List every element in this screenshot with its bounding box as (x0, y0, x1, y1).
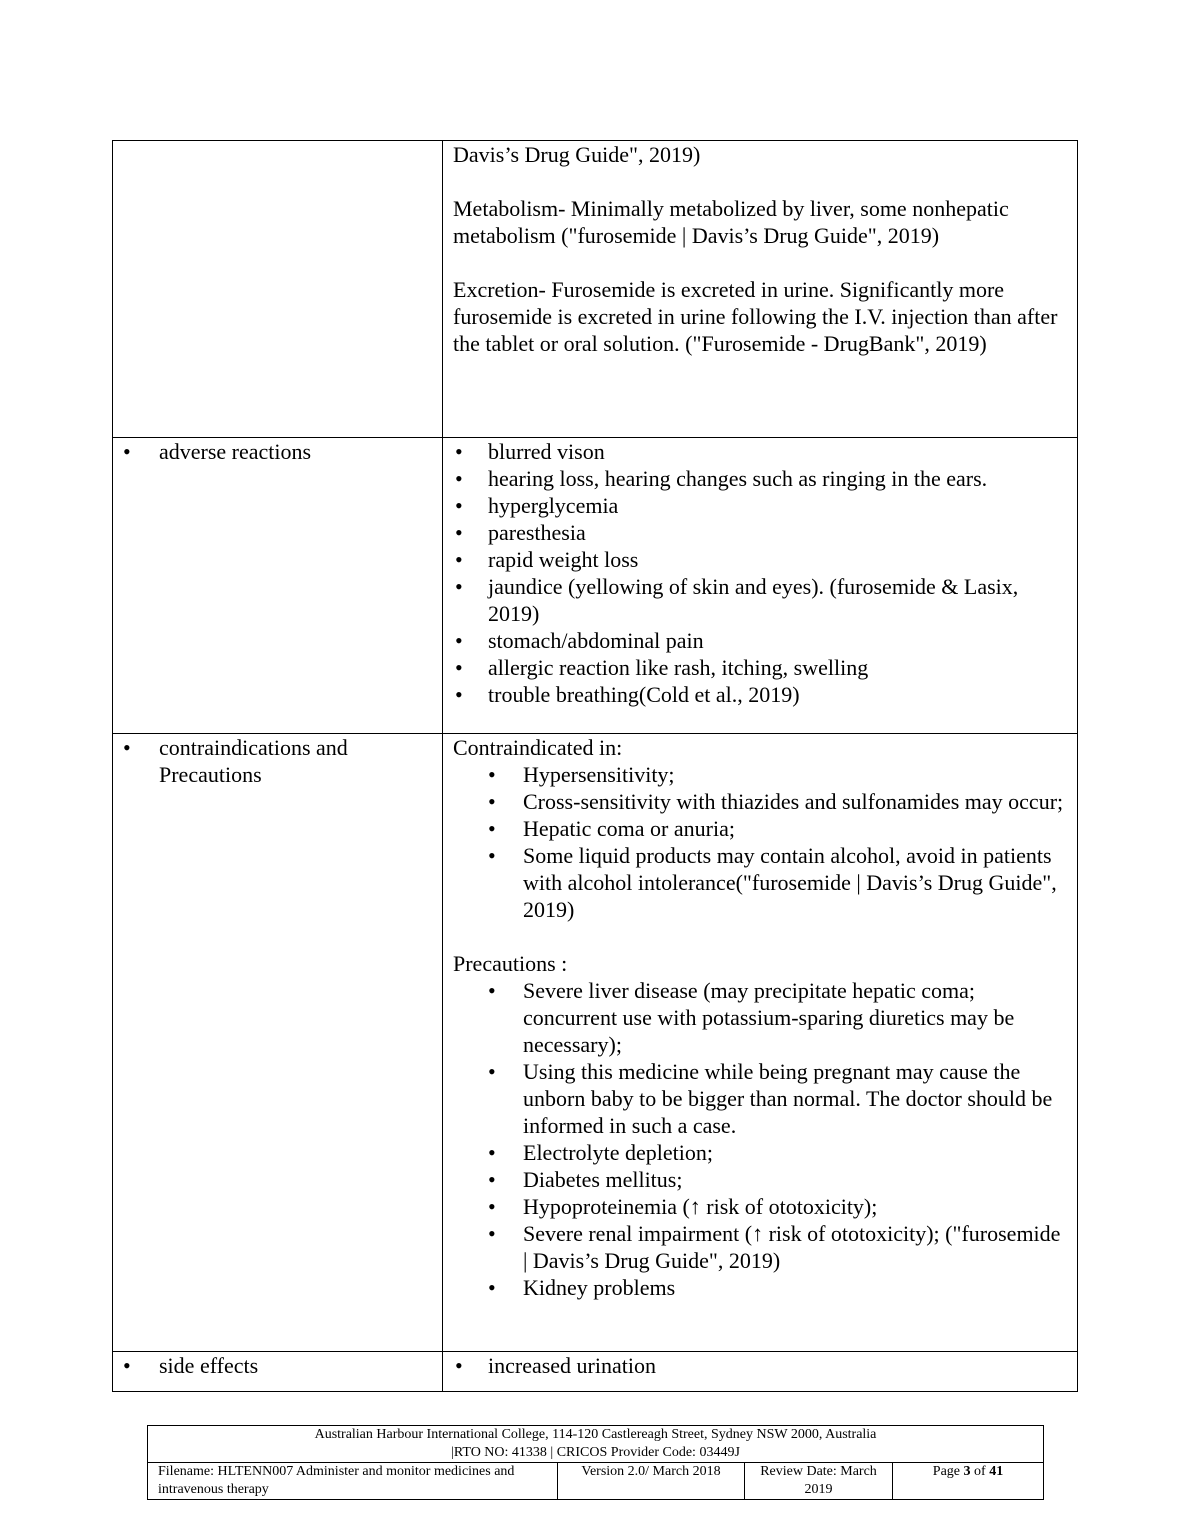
list-item: • Hepatic coma or anuria; (453, 815, 1067, 842)
list-item: • rapid weight loss (453, 546, 1067, 573)
adverse-items-cell (443, 438, 1078, 734)
page-of: of (970, 1464, 990, 1479)
list-item: • Some liquid products may contain alcohol, avoid in patients with alcohol intolerance("furosemide | Davis’s Drug Guide", 2019) (453, 842, 1067, 923)
list-item: • hearing loss, hearing changes such as ringing in the ears. (453, 465, 1067, 492)
contra-label-cell: • contraindications and Precautions (113, 734, 443, 1352)
page-current: 3 (963, 1464, 971, 1479)
footer-rto: |RTO NO: 41338 | CRICOS Provider Code: 03449J (451, 1445, 740, 1460)
list-item: • trouble breathing(Cold et al., 2019) (453, 681, 1067, 708)
precautions-heading: Precautions : (453, 951, 568, 976)
continuation-top-line: Davis’s Drug Guide", 2019) (453, 142, 701, 167)
continuation-cell (443, 141, 1078, 438)
list-item: • blurred vison (453, 438, 1067, 465)
table-row-side-effects (113, 1352, 1078, 1392)
left-cell-empty (113, 141, 443, 438)
excretion-text: Excretion- Furosemide is excreted in urine. Significantly more furosemide is excreted in urine following the I.V. injection than after the tablet or oral solution. ("Furosemide - DrugBank", 2019) (453, 277, 1058, 356)
contra-label: contraindications and Precautions (159, 735, 348, 787)
footer-college: Australian Harbour International College, 114-120 Castlereagh Street, Sydney NSW 2000, Australia (314, 1427, 877, 1442)
page-prefix: Page (932, 1464, 964, 1479)
list-item: • Electrolyte depletion; (453, 1139, 1067, 1166)
adverse-list (453, 438, 1067, 708)
list-item: • Severe renal impairment (↑ risk of ototoxicity); ("furosemide | Davis’s Drug Guide", 2019) (453, 1220, 1067, 1274)
footer-version: Version 2.0/ March 2018 (558, 1463, 745, 1500)
table-row-adverse (113, 438, 1078, 734)
list-item: • paresthesia (453, 519, 1067, 546)
list-item: • Hypoproteinemia (↑ risk of ototoxicity); (453, 1193, 1067, 1220)
side-label-cell: • side effects (113, 1352, 443, 1392)
adverse-label: adverse reactions (159, 439, 312, 464)
footer-college-cell (148, 1426, 1044, 1463)
list-item: • Diabetes mellitus; (453, 1166, 1067, 1193)
list-item: • stomach/abdominal pain (453, 627, 1067, 654)
list-item: • Hypersensitivity; (453, 761, 1067, 788)
table-row-contraindications (113, 734, 1078, 1352)
list-item: • Cross-sensitivity with thiazides and sulfonamides may occur; (453, 788, 1067, 815)
contra-list (453, 761, 1067, 923)
footer-page-number (893, 1463, 1044, 1500)
contra-heading: Contraindicated in: (453, 735, 623, 760)
list-item: • Using this medicine while being pregnant may cause the unborn baby to be bigger than normal. The doctor should be informed in such a case. (453, 1058, 1067, 1139)
list-item: • hyperglycemia (453, 492, 1067, 519)
footer-review-date: Review Date: March 2019 (745, 1463, 893, 1500)
contra-items-cell (443, 734, 1078, 1352)
metabolism-text: Metabolism- Minimally metabolized by liver, some nonhepatic metabolism ("furosemide | Davis’s Drug Guide", 2019) (453, 196, 1009, 248)
list-item: • Kidney problems (453, 1274, 1067, 1301)
precautions-list (453, 977, 1067, 1301)
page-total: 41 (989, 1464, 1004, 1479)
list-item: • increased urination (453, 1352, 1067, 1379)
side-items-cell (443, 1352, 1078, 1392)
side-label: side effects (159, 1353, 259, 1378)
list-item: • allergic reaction like rash, itching, swelling (453, 654, 1067, 681)
footer-filename: Filename: HLTENN007 Administer and monitor medicines and intravenous therapy (148, 1463, 558, 1500)
page-footer (147, 1425, 1044, 1500)
table-row-continuation (113, 141, 1078, 438)
adverse-label-cell: • adverse reactions (113, 438, 443, 734)
side-list (453, 1352, 1067, 1379)
list-item: • Severe liver disease (may precipitate hepatic coma; concurrent use with potassium-sparing diuretics may be necessary); (453, 977, 1067, 1058)
drug-info-table (112, 140, 1078, 1392)
list-item: • jaundice (yellowing of skin and eyes). (furosemide & Lasix, 2019) (453, 573, 1067, 627)
